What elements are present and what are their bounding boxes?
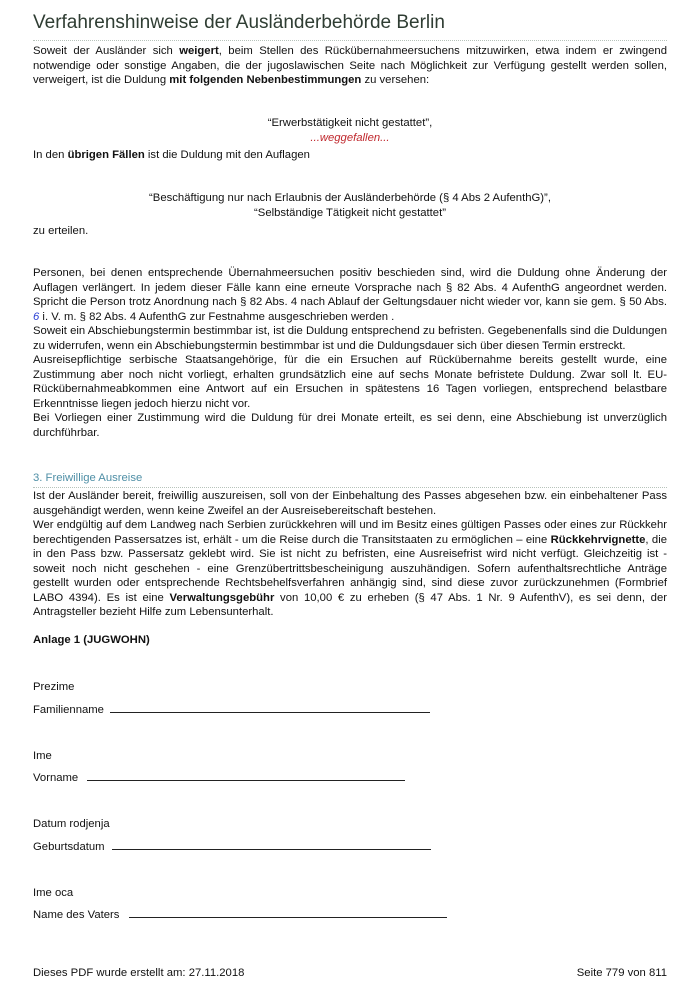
intro-text: zu versehen:	[361, 74, 430, 86]
field-label-vorname: Vorname	[33, 772, 79, 784]
intro-paragraph	[33, 44, 667, 88]
quote-auflagen	[33, 191, 667, 220]
field-label-prezime: Prezime	[33, 681, 75, 693]
uebrige-faelle-paragraph	[33, 148, 667, 163]
intro-text: , beim Stellen des Rückübernahmeersuchens mitzuwirken, etwa indem er zwingend notwendige oder sonstige Angaben, die der jugoslawischen Seite nach Möglichkeit zur Verfügung gestellt werden sollen, verweigert, ist die Duldung	[33, 45, 667, 86]
field-label-familienname: Familienname	[33, 704, 104, 716]
serbische-staatsangehoerige-paragraph: Ausreisepflichtige serbische Staatsangehörige, für die ein Ersuchen auf Rückübernahme bereits gestellt wurde, eine Zustimmung aber noch nicht vorliegt, erhalten grundsätzlich eine auf sechs Monate befristete Duldung. Zwar soll lt. EU-Rückübernahmeabkommen eine Antwort auf ein Ersuchen in spätestens 16 Tagen vorliegen, entsprechend belastbare Erkenntnisse liegen jedoch hierzu nicht vor.	[33, 354, 667, 410]
rueckkehrvignette-paragraph	[33, 518, 667, 620]
zu-erteilen-text: zu erteilen.	[33, 225, 89, 237]
quote-erwerbstaetigkeit	[33, 116, 667, 145]
text-run: von 10,00 € zu erheben (§ 47 Abs. 1 Nr. 9 AufenthV), es sei denn, der Antragsteller bezieht Hilfe zum Lebensunterhalt.	[33, 591, 668, 618]
footer-created-date: Dieses PDF wurde erstellt am: 27.11.2018	[33, 967, 245, 979]
field-label-name-des-vaters: Name des Vaters	[33, 909, 120, 921]
vorname-input-line[interactable]	[87, 780, 405, 781]
text-run: Wer endgültig auf dem Landweg nach Serbien zurückkehren will und im Besitz eines gültigen Passes oder eines zur Rückkehr berechtigenden Passersatzes ist, erhält - um die Reise durch die Transitstaaten zu ermöglichen – eine	[33, 519, 667, 546]
intro-bold-weigert: weigert	[179, 45, 219, 57]
uebrige-text: ist die Duldung mit den Auflagen	[144, 149, 310, 161]
field-label-datum-rodjenja: Datum rodjenja	[33, 818, 110, 830]
familienname-input-line[interactable]	[110, 712, 430, 713]
geburtsdatum-input-line[interactable]	[112, 849, 431, 850]
zustimmung-paragraph: Bei Vorliegen einer Zustimmung wird die Duldung für drei Monate erteilt, es sei denn, eine Abschiebung ist unverzüglich durchführbar.	[33, 412, 667, 439]
quote-line: “Erwerbstätigkeit nicht gestattet”,	[267, 117, 433, 129]
freiwillige-ausreise-paragraph: Ist der Ausländer bereit, freiwillig auszureisen, soll von der Einbehaltung des Passes abgesehen bzw. ein einbehaltener Pass ausgehändigt werden, wenn keine Zweifel an der Ausreisebereitschaft bestehen.	[33, 490, 667, 517]
freiwillige-ausreise-body	[33, 489, 667, 620]
field-label-ime-oca: Ime oca	[33, 887, 74, 899]
anlage-heading: Anlage 1 (JUGWOHN)	[33, 634, 150, 646]
intro-text: Soweit der Ausländer sich	[33, 45, 180, 57]
field-label-geburtsdatum: Geburtsdatum	[33, 841, 105, 853]
text-run: , die in den Pass bzw. Passersatz geklebt wird. Sie ist nicht zu befristen, eine Ausreisefrist wird nicht verfügt. Gleichzeitig ist - soweit noch nicht geschehen - eine Grenzübertrittsbescheinigung auszuhändigen. Sofern aufenthaltsrechtliche Anträge gestellt wurden oder entsprechende Rechtsbehelfsverfahren anhängig sind, sind diese zuvor zurückzunehmen (Formbrief LABO 4394). Es ist eine	[33, 533, 667, 604]
paragraph-reference-link[interactable]: 6	[33, 310, 40, 323]
bold-verwaltungsgebuehr: Verwaltungsgebühr	[169, 591, 275, 604]
uebrige-text: In den	[33, 149, 68, 161]
quote-line: “Beschäftigung nur nach Erlaubnis der Ausländerbehörde (§ 4 Abs 2 AufenthG)”,	[149, 192, 551, 204]
personen-paragraph	[33, 266, 667, 440]
section-heading-freiwillige-ausreise: 3. Freiwillige Ausreise	[33, 471, 667, 488]
uebrige-bold: übrigen Fällen	[67, 149, 145, 161]
bold-rueckkehrvignette: Rückkehrvignette	[550, 533, 646, 546]
name-des-vaters-input-line[interactable]	[129, 917, 447, 918]
abschiebungstermin-paragraph: Soweit ein Abschiebungstermin bestimmbar ist, ist die Duldung entsprechend zu befristen. Gegebenenfalls sind die Duldungen zu widerrufen, wenn ein Abschiebungstermin bestimmbar ist und die Duldungsdauer sich über diesen Termin erstreckt.	[33, 325, 667, 352]
document-title: Verfahrenshinweise der Ausländerbehörde Berlin	[33, 12, 667, 41]
weggefallen-note: ...weggefallen...	[310, 131, 390, 144]
quote-line: “Selbständige Tätigkeit nicht gestattet”	[254, 206, 446, 219]
field-label-ime: Ime	[33, 750, 52, 762]
personen-text: i. V. m. § 82 Abs. 4 AufenthG zur Festnahme ausgeschrieben werden .	[39, 310, 395, 323]
footer-page-number: Seite 779 von 811	[576, 967, 667, 979]
personen-text: Personen, bei denen entsprechende Übernahmeersuchen positiv beschieden sind, wird die Duldung ohne Änderung der Auflagen verlängert. In jedem dieser Fälle kann eine erneute Vorsprache nach § 82 Abs. 4 AufenthG angeordnet werden. Spricht die Person trotz Anordnung nach § 82 Abs. 4 nach Ablauf der Geltungsdauer nicht wieder vor, kann sie gem. § 50 Abs.	[33, 267, 667, 308]
intro-bold-nebenbestimmungen: mit folgenden Nebenbestimmungen	[169, 74, 362, 86]
